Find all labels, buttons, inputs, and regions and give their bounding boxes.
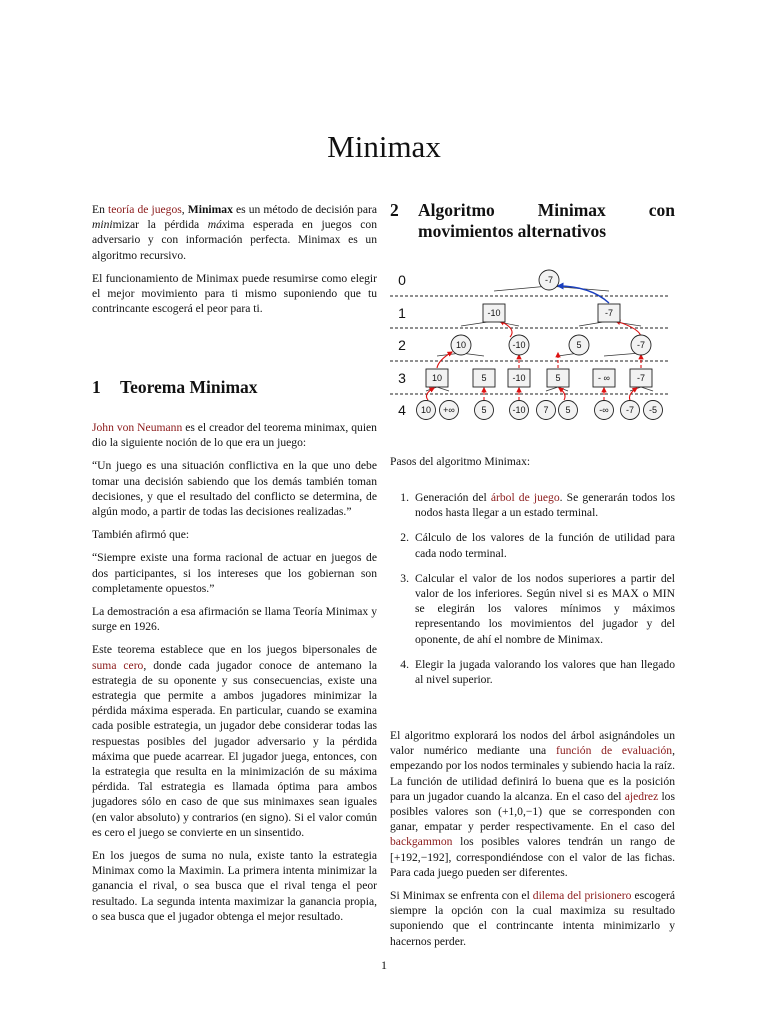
emphasis-mini: mini xyxy=(92,218,113,232)
section-1-body xyxy=(92,420,377,932)
text-run: es el creador del teorema minimax, quien dio la siguiente noción de lo que era un juego: xyxy=(92,421,377,450)
tree-edge xyxy=(546,387,558,391)
node-value: -7 xyxy=(544,275,554,285)
section-number: 2 xyxy=(390,200,399,220)
text-run: El algoritmo explorará los nodos del árbol asignándoles un valor numérico mediante una xyxy=(390,729,675,758)
steps-list xyxy=(390,490,675,697)
paragraph xyxy=(92,642,377,840)
level-label: 3 xyxy=(398,370,406,386)
text-run: los posibles valores tendrán un rango de [+192,−192], correspondiéndose con el valor de las fichas. Para cada juego pueden ser diferentes. xyxy=(390,835,675,879)
node-value: 5 xyxy=(481,405,487,415)
intro-paragraph-2: El funcionamiento de Minimax puede resumirse como elegir el mejor movimiento para ti mismo suponiendo que tu contrincante escogerá el peor para ti. xyxy=(92,271,377,316)
node-value: -5 xyxy=(648,405,658,415)
item-text: Elegir la jugada valorando los valores que han llegado al nivel superior. xyxy=(415,657,675,687)
link-ajedrez[interactable]: ajedrez xyxy=(624,789,659,803)
text-run: Generación del xyxy=(415,491,491,504)
node-value: -∞ xyxy=(599,405,609,415)
link-john-von-neumann[interactable]: John von Neumann xyxy=(92,421,183,434)
link-backgammon[interactable]: backgammon xyxy=(390,835,453,849)
text-run: , xyxy=(181,203,188,216)
section-1-heading xyxy=(92,377,258,398)
root-selection-arrow xyxy=(558,286,609,303)
text-run: los posibles valores son (+1,0,−1) que se corresponden con ganar, empatar y perder respectivamente. En el caso del xyxy=(390,789,675,834)
text-run: escogerá siempre la opción con la cual maximiza su resultado suponiendo que el contrincante intenta minimizarlo y hacernos perder. xyxy=(390,889,675,948)
node-value: +∞ xyxy=(443,405,455,415)
item-number: 3. xyxy=(400,571,409,585)
item-text xyxy=(415,490,675,520)
paragraph: También afirmó que: xyxy=(92,528,190,542)
node-value: -7 xyxy=(625,405,635,415)
section-number: 1 xyxy=(92,377,101,397)
paragraph xyxy=(390,728,675,880)
text-run: Si Minimax se enfrenta con el xyxy=(390,889,533,903)
text-run: , empezando por los nodos terminales y subiendo hacia la raíz. La función de utilidad definirá lo buena que es la posición para un jugador cuando la alcanza. En el caso del xyxy=(390,744,675,803)
node-value: 10 xyxy=(455,340,467,350)
list-item xyxy=(390,530,675,560)
minimax-bold: Minimax xyxy=(187,203,233,216)
tree-edge xyxy=(494,286,549,291)
text-run: , donde cada jugador conoce de antemano la estrategia de su oponente y sus consecuencias, existe una estrategia que permite a ambos jugadores minimizar la pérdida máxima esperada. En particular, cuando se examina cada posible estrategia, un jugador debe considerar todas las respuestas posibles del jugador adversario y la pérdida máxima que puede acarrear. El jugador juega, entonces, con la estrategia que resulta en la minimización de su máxima pérdida. Tal estrategia es llamada óptima para ambos jugadores sólo en caso de que sus minimaxes sean iguales (en valor absoluto) y contrarios (en signo). Si el valor común es cero el juego se convierte en un sinsentido. xyxy=(92,658,377,839)
node-value: -10 xyxy=(512,340,526,350)
page-number: 1 xyxy=(381,958,387,972)
node-value: - ∞ xyxy=(598,373,610,383)
quote-paragraph: “Siempre existe una forma racional de actuar en juegos de dos participantes, si los intereses que los gobiernan son completamente opuestos.” xyxy=(92,551,377,595)
propagation-arrow xyxy=(616,321,641,337)
node-value: -10 xyxy=(487,308,501,318)
level-label: 0 xyxy=(398,272,406,288)
intro-block xyxy=(92,202,377,324)
node-value: -10 xyxy=(512,373,526,383)
paragraph: En los juegos de suma no nula, existe tanto la estrategia Minimax como la Maximin. La primera intenta minimizar la ganancia el rival, o sea busca que el rival tenga el peor resultado. La segunda intenta maximizar la ganancia propia, o sea busca que el jugador obtenga el mejor resultado. xyxy=(92,849,377,923)
level-label: 4 xyxy=(398,402,406,418)
node-value: 5 xyxy=(481,373,487,383)
node-value: -7 xyxy=(636,340,646,350)
section-title: Teorema Minimax xyxy=(120,377,258,397)
list-item xyxy=(390,571,675,647)
node-value: -7 xyxy=(636,373,646,383)
node-value: -7 xyxy=(604,308,614,318)
tree-edge xyxy=(437,387,449,391)
level-label: 2 xyxy=(398,337,406,353)
level-label: 1 xyxy=(398,305,406,321)
section-title: Algoritmo Minimax con movimientos alternativos xyxy=(418,200,675,241)
item-text: Calcular el valor de los nodos superiores a partir del valor de los inferiores. Según nivel si es MAX o MIN se elegirán los valores mínimos y máximos representando los movimientos del jugador y del oponente, de ahí el nombre de Minimax. xyxy=(415,571,675,646)
paragraph xyxy=(390,888,675,949)
item-number: 1. xyxy=(400,491,409,504)
node-value: 10 xyxy=(420,405,432,415)
steps-intro: Pasos del algoritmo Minimax: xyxy=(390,455,531,468)
node-value: -10 xyxy=(512,405,526,415)
intro-paragraph-1 xyxy=(92,202,377,263)
link-teoria-de-juegos[interactable]: teoría de juegos xyxy=(107,203,182,216)
list-item xyxy=(390,657,675,687)
item-number: 2. xyxy=(400,531,409,545)
link-arbol-de-juego[interactable]: árbol de juego xyxy=(490,491,560,504)
paragraph xyxy=(92,420,377,450)
list-item xyxy=(390,490,675,520)
text-run: mizar la pérdida xyxy=(112,218,208,232)
text-run: . Se generarán todos los nodos hasta llegar a un estado terminal. xyxy=(415,491,675,520)
page-title: Minimax xyxy=(327,128,441,164)
link-dilema-del-prisionero[interactable]: dilema del prisionero xyxy=(532,889,632,903)
quote-paragraph: “Un juego es una situación conflictiva en la que uno debe tomar una decisión sabiendo que los demás también toman decisiones, y que el resultado del conflicto se determina, de algún modo, a partir de todas las decisiones realizadas.” xyxy=(92,459,377,519)
node-value: 10 xyxy=(431,373,443,383)
node-value: 7 xyxy=(543,405,549,415)
item-text: Cálculo de los valores de la función de utilidad para cada nodo terminal. xyxy=(415,531,675,560)
link-funcion-de-evaluacion[interactable]: función de evaluación xyxy=(555,744,673,758)
link-suma-cero[interactable]: suma cero xyxy=(92,658,144,672)
algorithm-explanation xyxy=(390,728,675,957)
node-value: 5 xyxy=(565,405,571,415)
text-run: En xyxy=(92,203,108,216)
node-value: 5 xyxy=(555,373,561,383)
item-number: 4. xyxy=(400,657,409,671)
tree-edge xyxy=(641,387,653,391)
section-2-heading xyxy=(390,200,675,242)
text-run: ima esperada en juegos con adversario y con información perfecta. Minimax es un algoritmo recursivo. xyxy=(92,218,378,262)
text-run: Este teorema establece que en los juegos bipersonales de xyxy=(92,643,377,657)
emphasis-max: máx xyxy=(207,218,228,232)
minimax-tree-diagram xyxy=(390,262,680,432)
text-run: es un método de decisión para xyxy=(232,203,378,216)
node-value: 5 xyxy=(576,340,582,350)
paragraph: La demostración a esa afirmación se llama Teoría Minimax y surge en 1926. xyxy=(92,605,377,634)
